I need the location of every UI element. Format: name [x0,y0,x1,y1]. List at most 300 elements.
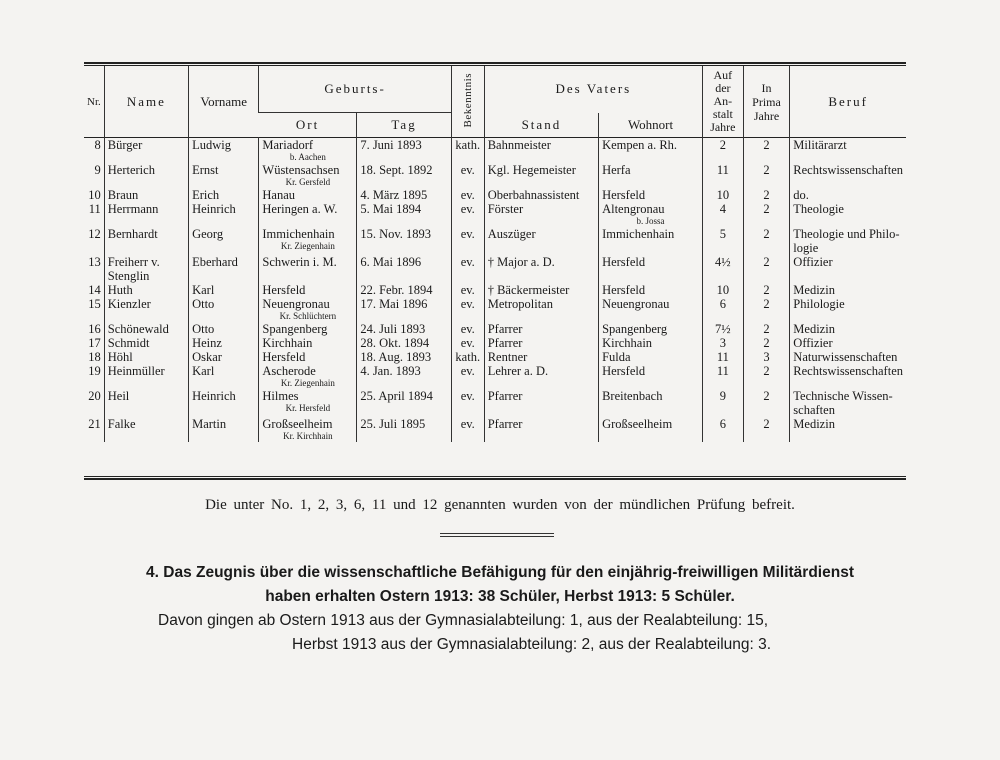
cell-wohnort [599,336,703,350]
cell-nr [84,188,104,202]
cell-ort-value: Immichenhain [262,227,335,241]
cell-tag-value: 5. Mai 1894 [360,202,422,216]
cell-name-value: Heinmüller [107,364,165,378]
cell-prima [743,138,790,164]
cell-beruf-value: Theologie [793,202,844,216]
cell-vorname-value: Ernst [192,163,219,177]
cell-beruf-value: Rechtswissenschaften [793,364,903,378]
cell-bek-value: ev. [460,227,475,241]
cell-nr [84,389,104,417]
cell-wohnort [599,350,703,364]
table-row [84,297,906,322]
header-bekenntnis [451,66,484,138]
cell-tag-value: 18. Sept. 1892 [360,163,433,177]
header-name: Name [104,66,188,138]
cell-beruf [790,389,906,417]
cell-beruf-value: Rechtswissenschaften [793,163,903,177]
cell-stand [484,364,598,389]
cell-name-value: Bürger [107,138,143,152]
cell-stand-value: Pfarrer [487,336,523,350]
section4-text-line2: Herbst 1913 aus der Gymnasialabteilung: 2, aus der Realabteilung: 3. [292,636,772,653]
cell-nr-value: 10 [88,188,101,202]
cell-bek [451,417,484,442]
cell-prima-value: 2 [763,138,770,152]
cell-prima-value: 2 [763,336,770,350]
cell-bek [451,389,484,417]
table-row [84,255,906,283]
cell-beruf [790,322,906,336]
cell-prima [743,163,790,188]
cell-name [104,227,188,255]
cell-prima [743,336,790,350]
cell-bek [451,336,484,350]
cell-tag-value: 15. Nov. 1893 [360,227,432,241]
cell-bek-value: ev. [460,202,475,216]
cell-wohnort-sub: b. Jossa [636,216,665,226]
cell-wohnort [599,364,703,389]
cell-name [104,297,188,322]
cell-nr-value: 20 [88,389,101,403]
cell-tag-value: 4. Jan. 1893 [360,364,421,378]
cell-stand [484,322,598,336]
cell-prima-value: 2 [763,322,770,336]
cell-nr-value: 8 [94,138,101,152]
cell-beruf-value: Technische Wissen-schaften [793,389,893,417]
table-row [84,163,906,188]
cell-vorname-value: Ludwig [192,138,231,152]
exemption-note: Die unter No. 1, 2, 3, 6, 11 und 12 genannten wurden von der mündlichen Prüfung befreit. [205,497,795,513]
cell-ort [259,297,357,322]
cell-beruf [790,202,906,227]
cell-beruf [790,163,906,188]
cell-tag [357,364,451,389]
cell-ort-sub: Kr. Ziegenhain [280,378,335,388]
cell-anstalt-value: 2 [719,138,726,152]
cell-nr [84,297,104,322]
cell-anstalt-value: 6 [719,297,726,311]
cell-nr [84,227,104,255]
cell-anstalt-value: 10 [716,283,730,297]
cell-ort-sub: Kr. Kirchhain [283,431,333,441]
cell-prima-value: 3 [763,350,770,364]
header-vorname: Vorname [189,66,259,138]
cell-ort [259,138,357,164]
cell-vorname-value: Oskar [192,350,222,364]
cell-anstalt-value: 11 [716,350,729,364]
cell-tag [357,297,451,322]
cell-wohnort-value: Hersfeld [602,188,646,202]
cell-stand [484,138,598,164]
cell-bek-value: ev. [460,163,475,177]
table-row [84,350,906,364]
header-anstalt-label: Auf der An-stalt Jahre [710,68,736,134]
cell-bek [451,188,484,202]
cell-vorname [189,255,259,283]
cell-anstalt-value: 5 [719,227,726,241]
cell-bek [451,364,484,389]
table-row [84,336,906,350]
cell-tag-value: 7. Juni 1893 [360,138,422,152]
cell-stand-value: † Bäckermeister [487,283,570,297]
cell-wohnort [599,255,703,283]
cell-ort [259,202,357,227]
cell-name [104,417,188,442]
cell-name [104,336,188,350]
cell-beruf [790,227,906,255]
cell-wohnort-value: Fulda [602,350,631,364]
cell-stand [484,227,598,255]
cell-prima-value: 2 [763,255,770,269]
cell-bek-value: ev. [460,322,475,336]
cell-vorname [189,364,259,389]
cell-beruf [790,283,906,297]
header-nr: Nr. [87,95,101,108]
cell-bek-value: ev. [460,364,475,378]
cell-wohnort-value: Kempen a. Rh. [602,138,678,152]
header-bekenntnis-label: Bekenntnis [461,72,474,128]
table-row [84,188,906,202]
cell-nr-value: 12 [88,227,101,241]
cell-ort-sub: b. Aachen [289,152,326,162]
cell-bek [451,322,484,336]
cell-name-value: Höhl [107,350,133,364]
cell-name-value: Heil [107,389,130,403]
cell-nr [84,350,104,364]
table-row [84,417,906,442]
cell-beruf-value: Medizin [793,322,835,336]
table-row [84,322,906,336]
cell-prima [743,297,790,322]
cell-stand [484,283,598,297]
cell-bek-value: kath. [455,350,481,364]
cell-tag-value: 18. Aug. 1893 [360,350,432,364]
cell-vorname-value: Georg [192,227,224,241]
cell-stand-value: Pfarrer [487,389,523,403]
cell-beruf-value: Philologie [793,297,845,311]
cell-bek-value: kath. [455,138,481,152]
cell-bek [451,283,484,297]
cell-anstalt [703,202,744,227]
cell-tag-value: 22. Febr. 1894 [360,283,433,297]
section4-heading-line2: haben erhalten Ostern 1913: 38 Schüler, Herbst 1913: 5 Schüler. [265,588,735,605]
cell-beruf [790,255,906,283]
cell-nr [84,336,104,350]
cell-anstalt-value: 11 [716,364,729,378]
table-row [84,389,906,417]
cell-vorname [189,350,259,364]
cell-anstalt [703,336,744,350]
cell-name-value: Braun [107,188,139,202]
cell-beruf [790,297,906,322]
cell-nr-value: 15 [88,297,101,311]
cell-ort [259,389,357,417]
cell-stand-value: Metropolitan [487,297,553,311]
table-bottom-rule-thin [84,476,906,477]
cell-name-value: Herterich [107,163,155,177]
cell-anstalt [703,227,744,255]
cell-ort-value: Hilmes [262,389,299,403]
table-row [84,283,906,297]
cell-tag-value: 25. Juli 1895 [360,417,426,431]
cell-stand [484,202,598,227]
cell-vorname-value: Martin [192,417,227,431]
cell-prima [743,417,790,442]
table-row [84,227,906,255]
cell-tag [357,417,451,442]
table-row [84,202,906,227]
cell-vorname [189,389,259,417]
cell-anstalt [703,417,744,442]
cell-ort-value: Ascherode [262,364,316,378]
cell-vorname-value: Heinrich [192,202,236,216]
cell-wohnort-value: Großseelheim [602,417,673,431]
cell-ort-sub: Kr. Gersfeld [285,177,331,187]
header-prima [743,66,790,138]
cell-tag-value: 4. März 1895 [360,188,428,202]
cell-stand-value: Bahnmeister [487,138,551,152]
cell-name-value: Kienzler [107,297,151,311]
cell-ort [259,350,357,364]
cell-wohnort [599,202,703,227]
cell-name [104,283,188,297]
cell-stand-value: Lehrer a. D. [487,364,549,378]
cell-vorname [189,163,259,188]
cell-stand [484,255,598,283]
cell-stand [484,188,598,202]
cell-wohnort [599,389,703,417]
cell-beruf [790,417,906,442]
cell-nr [84,138,104,164]
header-anstalt [703,66,744,138]
cell-name [104,364,188,389]
cell-name-value: Falke [107,417,136,431]
cell-bek [451,163,484,188]
cell-name-value: Herrmann [107,202,159,216]
cell-stand [484,297,598,322]
cell-wohnort [599,138,703,164]
cell-stand-value: Kgl. Hegemeister [487,163,576,177]
cell-ort-value: Spangenberg [262,322,328,336]
cell-ort-sub: Kr. Hersfeld [285,403,331,413]
cell-ort-value: Wüstensachsen [262,163,340,177]
cell-vorname [189,322,259,336]
cell-name [104,350,188,364]
cell-ort-value: Neuengronau [262,297,330,311]
cell-nr [84,364,104,389]
cell-anstalt [703,188,744,202]
cell-nr [84,163,104,188]
cell-anstalt-value: 4 [719,202,726,216]
cell-beruf-value: Medizin [793,283,835,297]
cell-nr-value: 17 [88,336,101,350]
cell-name-value: Huth [107,283,133,297]
header-prima-label: In Prima Jahre [752,80,781,123]
cell-nr-value: 19 [88,364,101,378]
cell-ort [259,364,357,389]
cell-prima [743,283,790,297]
cell-beruf-value: Medizin [793,417,835,431]
cell-prima-value: 2 [763,227,770,241]
header-wohnort: Wohnort [599,113,703,138]
cell-name-value: Bernhardt [107,227,158,241]
cell-beruf [790,138,906,164]
cell-stand-value: † Major a. D. [487,255,555,269]
cell-vorname [189,202,259,227]
cell-ort-value: Großseelheim [262,417,333,431]
cell-name [104,389,188,417]
cell-anstalt [703,255,744,283]
cell-beruf-value: Offizier [793,336,833,350]
cell-vorname [189,417,259,442]
cell-anstalt [703,322,744,336]
cell-beruf-value: Theologie und Philo-logie [793,227,900,255]
cell-wohnort [599,188,703,202]
cell-name [104,322,188,336]
table-bottom-rule [84,478,906,480]
cell-tag [357,255,451,283]
separator-rule-2 [440,536,554,537]
cell-tag [357,163,451,188]
cell-anstalt-value: 11 [716,163,729,177]
cell-nr-value: 14 [88,283,101,297]
cell-ort [259,255,357,283]
cell-name [104,163,188,188]
cell-ort-sub: Kr. Ziegenhain [280,241,335,251]
cell-ort [259,417,357,442]
cell-beruf-value: Naturwissenschaften [793,350,898,364]
cell-anstalt [703,297,744,322]
cell-vorname [189,227,259,255]
cell-prima [743,350,790,364]
cell-vorname-value: Karl [192,364,215,378]
cell-anstalt [703,350,744,364]
header-ort: Ort [295,117,320,132]
cell-name [104,138,188,164]
cell-bek-value: ev. [460,389,475,403]
cell-ort [259,163,357,188]
table-row [84,138,906,164]
cell-name [104,188,188,202]
cell-wohnort-value: Breitenbach [602,389,663,403]
cell-prima-value: 2 [763,283,770,297]
cell-prima-value: 2 [763,163,770,177]
cell-anstalt [703,138,744,164]
cell-nr [84,417,104,442]
cell-nr [84,202,104,227]
cell-ort-value: Kirchhain [262,336,313,350]
cell-nr [84,255,104,283]
cell-tag [357,283,451,297]
cell-nr-value: 13 [88,255,101,269]
table-top-rule [84,62,906,64]
cell-vorname-value: Otto [192,297,215,311]
cell-stand [484,389,598,417]
cell-wohnort-value: Neuengronau [602,297,670,311]
cell-prima [743,389,790,417]
cell-wohnort-value: Altengronau [602,202,665,216]
cell-prima-value: 2 [763,364,770,378]
cell-stand [484,336,598,350]
cell-vorname-value: Heinz [192,336,222,350]
cell-bek [451,297,484,322]
cell-tag-value: 28. Okt. 1894 [360,336,430,350]
cell-stand [484,417,598,442]
cell-stand-value: Oberbahnassistent [487,188,580,202]
cell-ort-value: Hersfeld [262,350,306,364]
cell-wohnort [599,417,703,442]
cell-name-value: Freiherr v. Stenglin [107,255,160,283]
cell-wohnort-value: Hersfeld [602,283,646,297]
cell-anstalt [703,364,744,389]
cell-stand-value: Förster [487,202,524,216]
cell-prima [743,255,790,283]
cell-tag-value: 25. April 1894 [360,389,433,403]
cell-wohnort-value: Immichenhain [602,227,675,241]
cell-vorname-value: Karl [192,283,215,297]
cell-beruf [790,350,906,364]
cell-nr [84,283,104,297]
cell-wohnort-value: Spangenberg [602,322,668,336]
cell-bek-value: ev. [460,417,475,431]
cell-ort-value: Hanau [262,188,296,202]
cell-vorname-value: Eberhard [192,255,238,269]
cell-ort-value: Heringen a. W. [262,202,338,216]
cell-ort [259,188,357,202]
cell-anstalt-value: 6 [719,417,726,431]
cell-anstalt-value: 4½ [715,255,731,269]
cell-anstalt [703,389,744,417]
cell-prima [743,322,790,336]
cell-stand [484,163,598,188]
cell-wohnort-value: Kirchhain [602,336,653,350]
cell-ort [259,322,357,336]
cell-tag [357,350,451,364]
cell-anstalt-value: 10 [716,188,730,202]
cell-bek-value: ev. [460,255,475,269]
cell-ort [259,336,357,350]
header-des-vaters: Des Vaters [484,66,702,113]
cell-tag [357,138,451,164]
cell-nr [84,322,104,336]
cell-anstalt [703,163,744,188]
cell-prima-value: 2 [763,297,770,311]
table-body [84,138,906,443]
cell-beruf-value: Offizier [793,255,833,269]
cell-beruf-value: Militärarzt [793,138,847,152]
cell-prima [743,364,790,389]
cell-ort [259,283,357,297]
cell-prima [743,202,790,227]
cell-wohnort [599,163,703,188]
cell-bek-value: ev. [460,336,475,350]
cell-vorname [189,188,259,202]
cell-bek-value: ev. [460,283,475,297]
cell-tag [357,202,451,227]
cell-name-value: Schmidt [107,336,150,350]
cell-bek-value: ev. [460,188,475,202]
cell-bek [451,227,484,255]
cell-name-value: Schönewald [107,322,169,336]
cell-tag [357,227,451,255]
cell-name [104,202,188,227]
cell-ort-value: Schwerin i. M. [262,255,337,269]
cell-nr-value: 16 [88,322,101,336]
cell-vorname [189,138,259,164]
cell-bek [451,255,484,283]
cell-wohnort-value: Hersfeld [602,255,646,269]
cell-prima-value: 2 [763,417,770,431]
separator-rule [440,533,554,534]
